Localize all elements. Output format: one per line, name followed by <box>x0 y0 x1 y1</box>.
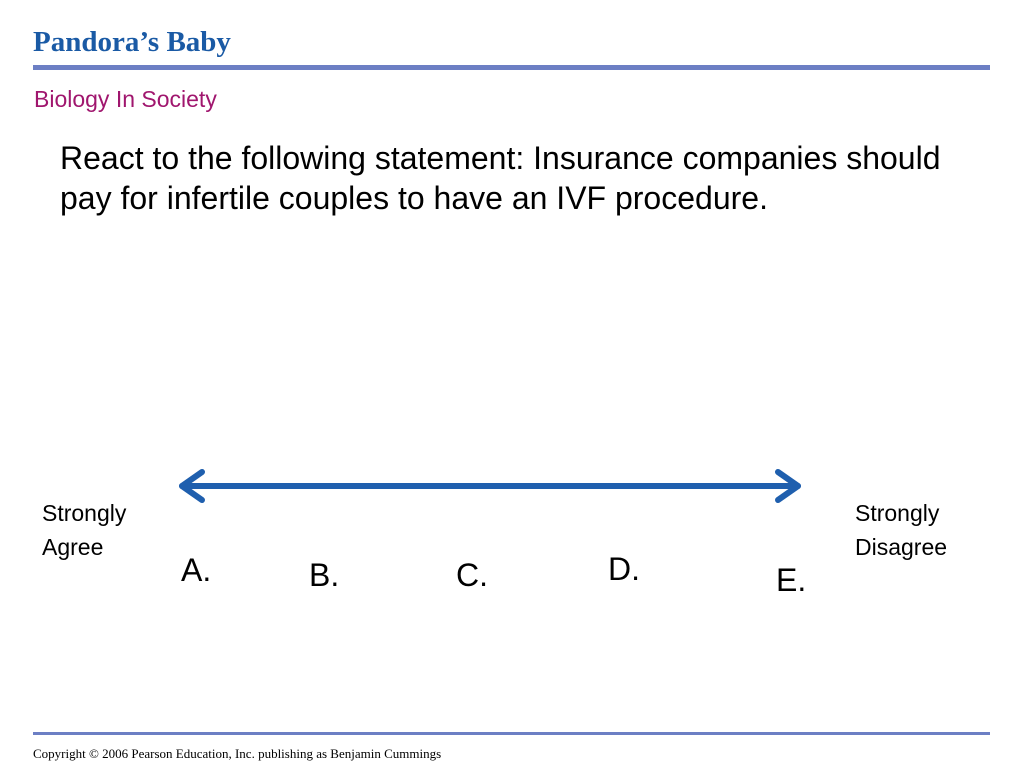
title-divider <box>33 65 990 70</box>
strongly-agree-label <box>42 496 126 564</box>
slide-subtitle: Biology In Society <box>34 86 217 112</box>
statement-text: React to the following statement: Insurance companies should pay for infertile couples to have an IVF procedure. <box>60 140 941 216</box>
option-a: A. <box>181 552 212 588</box>
copyright-footer: Copyright © 2006 Pearson Education, Inc. publishing as Benjamin Cummings <box>33 746 442 761</box>
strongly-agree-line2: Agree <box>42 534 104 560</box>
double-arrow-icon <box>170 462 815 512</box>
strongly-disagree-line2: Disagree <box>855 534 948 560</box>
option-c: C. <box>456 557 488 593</box>
option-b: B. <box>309 557 340 593</box>
strongly-disagree-label <box>855 496 947 564</box>
option-d: D. <box>608 551 640 587</box>
strongly-disagree-line1: Strongly <box>855 500 940 526</box>
option-e: E. <box>776 562 807 598</box>
strongly-agree-line1: Strongly <box>42 500 127 526</box>
footer-divider <box>33 732 990 735</box>
slide-title: Pandora’s Baby <box>33 26 231 58</box>
